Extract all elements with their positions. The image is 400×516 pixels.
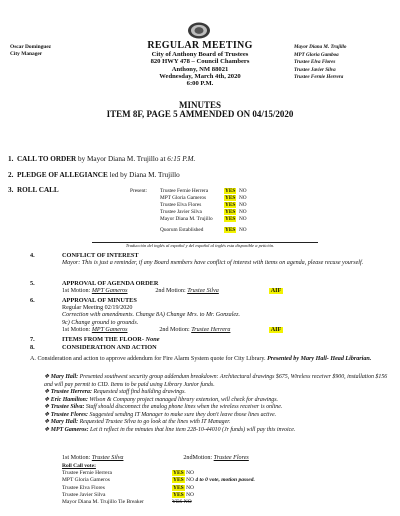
item-number: 5. [30, 280, 35, 287]
translation-note: Traducción del inglés al español y del español al inglés esta disponible a petición. [125, 243, 275, 248]
vote-row [62, 499, 255, 506]
roll-call-table [160, 188, 300, 233]
roll-row [160, 202, 300, 209]
speaker: Mary Hall: [50, 419, 79, 425]
item-number: 7. [30, 336, 35, 343]
item-a [30, 356, 392, 363]
minutes-approval-text [62, 305, 388, 335]
yes-mark: YES [173, 477, 184, 484]
conflict-of-interest-text: Mayor: This is just a reminder, if any Board members have conflict of interest with items on agenda, please recuse yourself. [62, 260, 364, 266]
aif-badge: AIF [270, 288, 282, 294]
quorum-row [160, 227, 300, 234]
member-name: Trustee Javier Silva [62, 491, 106, 498]
no-mark: NO [186, 484, 195, 491]
yes-mark: YES [225, 188, 236, 194]
minutes-motion-line [62, 327, 388, 334]
first-motion-label: 1st Motion: [62, 288, 91, 294]
statement: Suggested sending IT Manager to make sure they don't leave those lines active. [89, 411, 277, 418]
yes-mark: YES [225, 194, 236, 201]
statement: Presented southwest security group addendum breakdown: Architectural drawings $675, Wireless receiver $900, installation $156 and will pay permit to CID. Items to be paid using Library Junior funds. [44, 374, 388, 388]
yes-mark: YES [225, 226, 236, 233]
item-a-presenter: Presented by Mary Hall- Head Librarian. [267, 356, 372, 362]
member-name: Trustee Elva Flores [160, 201, 202, 208]
header-line: Wednesday, March 4th, 2020 [159, 72, 241, 80]
call-to-order [8, 155, 195, 163]
member-name: Trustee Fernie Herrera [62, 470, 112, 477]
items-from-floor [62, 336, 160, 343]
list-item: ❖ Mary Hall: Requested Trustee Silva to go look at the lines with IT Manager. [44, 419, 231, 425]
vote-row [62, 477, 255, 484]
second-motion-value: Trustee Silva [187, 288, 219, 294]
no-mark: NO [238, 194, 247, 201]
list-item: ❖ MPT Gameros: Let it reflect in the minutes that line item 228-10-44010 (Jr funds) will pay this invoice. [44, 426, 296, 433]
member-name: MPT Gloria Gameros [160, 194, 207, 201]
official-name: Trustee Javier Silva [294, 66, 336, 73]
pledge-of-allegiance [8, 171, 180, 179]
minutes-title: MINUTES [178, 100, 221, 110]
official-name: Mayor Diana M. Trujillo [294, 44, 347, 50]
roll-call-heading [8, 186, 59, 194]
speaker: Eric Hamilton: [50, 396, 88, 403]
yes-mark: YES [225, 215, 236, 222]
statement: Requested Trustee Silva to go look at the lines with IT Manager. [79, 419, 231, 425]
no-mark: NO [186, 477, 195, 484]
no-mark: NO [238, 215, 247, 222]
list-item: ❖ Trustee Flores: Suggested sending IT Manager to make sure they don't leave those lines active. [44, 411, 277, 418]
roll-row [160, 195, 300, 202]
statement: Let it reflect in the minutes that line item 228-10-44010 (Jr funds) will pay this invoice. [90, 426, 296, 433]
amended-note: ITEM 8F, PAGE 5 AMMENDED ON 04/15/2020 [106, 109, 294, 119]
member-name: MPT Gloria Gameros [62, 477, 110, 484]
vote-row [62, 492, 255, 499]
list-item: ❖ Mary Hall: Presented southwest security group addendum breakdown: Architectural drawings $675, Wireless receiver $900, installation $156 and will pay permit to CID. Items to be paid using Library Junior funds. [44, 374, 388, 388]
header-line: 6:00 P.M. [186, 80, 214, 88]
official-name: Trustee Fernie Herrera [294, 74, 344, 81]
first-motion-label: 1st Motion: [62, 455, 91, 461]
minutes-line: 9c) Change ground to grounds. [62, 319, 139, 326]
minutes-line: Correction with amendments. Change 8A) Change Mrs. to Mr. Gonzalez. [62, 312, 241, 319]
no-mark: NO [238, 188, 247, 194]
vote-row [62, 470, 255, 477]
second-motion-value: Trustee Herrera [191, 327, 231, 334]
approval-of-minutes-label: APPROVAL OF MINUTES [62, 297, 137, 304]
no-mark: NO [238, 208, 247, 215]
discussion-bullets [44, 374, 392, 434]
meeting-header-lines [0, 51, 400, 87]
city-seal-logo [187, 22, 211, 39]
item-number: 8. [30, 344, 35, 351]
agenda-motion-line [62, 288, 283, 295]
roll-call-vote [62, 463, 255, 506]
member-name: Trustee Fernie Herrera [160, 188, 209, 194]
item-label: CALL TO ORDER [16, 155, 77, 163]
item-number: 2. [8, 171, 14, 179]
city-manager-name: Oscar Dominguez [10, 44, 52, 50]
member-name: Trustee Javier Silva [160, 208, 202, 215]
present-label: Present: [130, 188, 148, 194]
no-mark: NO [238, 226, 247, 233]
items-from-floor-value: None [145, 336, 160, 343]
final-motion-line [62, 455, 294, 462]
roll-row [160, 188, 300, 195]
vote-row [62, 485, 255, 492]
speaker: Trustee Silva: [50, 404, 85, 410]
minutes-heading [0, 101, 400, 119]
second-motion-label: 2nd Motion: [159, 327, 190, 334]
item-number: 4. [30, 252, 35, 259]
item-text: led by Diana M. Trujillo [109, 171, 180, 179]
quorum-label: Quorum Established [160, 226, 204, 233]
item-number: 6. [30, 297, 35, 304]
statement: Requested staff find building drawings. [93, 389, 186, 395]
first-motion-value: Trustee Silva [91, 455, 124, 461]
roll-call-vote-title: Roll Call vote: [62, 463, 96, 469]
item-label: PLEDGE OF ALLEGIANCE [16, 171, 108, 179]
item-number: 1. [8, 155, 14, 163]
yes-mark: YES [173, 470, 184, 477]
first-motion-value: MPT Gameros [91, 288, 128, 294]
meeting-title: REGULAR MEETING [147, 40, 253, 51]
roll-row [160, 209, 300, 216]
header-line: City of Anthony Board of Trustees [151, 51, 249, 58]
conflict-of-interest-label: CONFLICT OF INTEREST [62, 252, 139, 259]
roll-row [160, 216, 300, 223]
second-motion-label: 2ndMotion: [183, 455, 213, 461]
statement: Wilson & Company project managed library extension, will check for drawings. [89, 396, 278, 403]
member-name: Mayor Diana M. Trujillo Tie Breaker [62, 499, 144, 506]
no-mark: NO [186, 491, 195, 498]
second-motion-value: Trustee Flores [213, 455, 249, 461]
item-a-text: A. Consideration and action to approve addendum for Fire Alarm System quote for City Library. [30, 356, 266, 362]
speaker: Mary Hall: [50, 374, 79, 380]
list-item: ❖ Trustee Silva: Staff should disconnect the analog phone lines when the wireless receiver is online. [44, 404, 283, 410]
item-label: ROLL CALL [16, 186, 59, 194]
official-name: Trustee Elva Flores [294, 59, 336, 66]
header-line: Anthony, NM 88021 [171, 65, 229, 73]
second-motion-label: 2nd Motion: [155, 288, 186, 294]
item-number: 3. [8, 186, 14, 194]
speaker: MPT Gameros: [50, 426, 89, 433]
yes-mark: YES [173, 491, 184, 498]
speaker: Trustee Herrera: [50, 389, 92, 395]
consideration-action-label: CONSIDERATION AND ACTION [62, 344, 157, 351]
official-name: MPT Gloria Gamboa [294, 51, 339, 58]
city-manager-title: City Manager [10, 51, 43, 57]
yes-mark: YES [225, 208, 236, 215]
yes-mark: YES [225, 201, 236, 208]
member-name: Mayor Diana M. Trujillo [160, 215, 213, 222]
list-item: ❖ Trustee Herrera: Requested staff find building drawings. [44, 389, 186, 395]
no-mark: NO [186, 470, 195, 477]
yes-mark: YES [172, 499, 183, 506]
vote-result: 4 to 0 vote, motion passed. [195, 477, 255, 484]
header-line: 820 HWY 478 – Council Chambers [150, 58, 250, 66]
no-mark: NO [183, 499, 192, 506]
items-from-floor-label: ITEMS FROM THE FLOOR- [62, 336, 144, 343]
agenda-order-label: APPROVAL OF AGENDA ORDER [62, 280, 159, 287]
list-item: ❖ Eric Hamilton: Wilson & Company project managed library extension, will check for drawings. [44, 396, 278, 403]
yes-mark: YES [173, 484, 184, 491]
minutes-line: Regular Meeting 02/19/2020 [62, 305, 133, 311]
statement: Staff should disconnect the analog phone lines when the wireless receiver is online. [85, 404, 283, 410]
speaker: Trustee Flores: [50, 411, 89, 418]
item-text: by Mayor Diana M. Trujillo at [78, 155, 166, 163]
aif-badge: AIF [270, 327, 282, 334]
start-time: 6:15 P.M. [167, 155, 196, 163]
first-motion-label: 1st Motion: [62, 327, 91, 334]
first-motion-value: MPT Gameros [91, 327, 128, 334]
no-mark: NO [238, 201, 247, 208]
member-name: Trustee Elva Flores [62, 484, 105, 491]
